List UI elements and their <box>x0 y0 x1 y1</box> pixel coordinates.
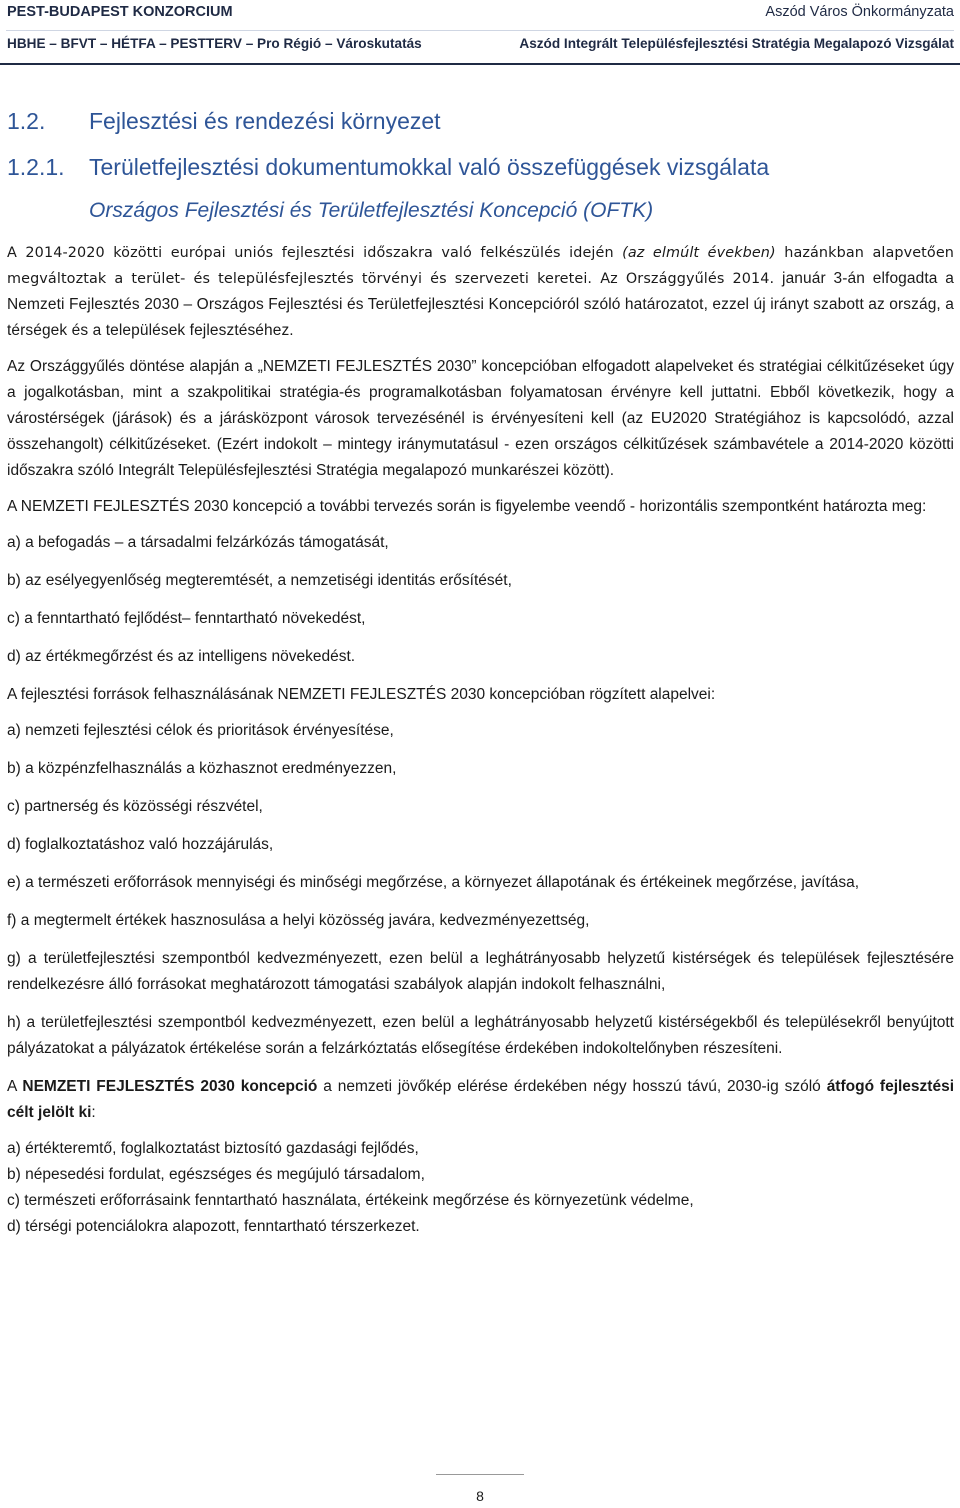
footer-rule <box>436 1474 524 1475</box>
list-item: a) a befogadás – a társadalmi felzárkózás támogatását, <box>7 534 389 551</box>
paragraph-goals <box>7 1074 954 1126</box>
list-item: c) a fenntartható fejlődést– fenntartható növekedést, <box>7 610 366 627</box>
list-item: c) partnerség és közösségi részvétel, <box>7 798 263 815</box>
subsection-heading <box>7 154 769 181</box>
list-item: c) természeti erőforrásaink fenntartható használata, értékeink megőrzése és környezetünk védelme, <box>7 1192 694 1209</box>
paragraph-decision: Az Országgyűlés döntése alapján a „NEMZETI FEJLESZTÉS 2030” koncepcióban elfogadott alapelveket és stratégiai célkitűzéseket úgy a jogalkotásban, mint a szakpolitikai stratégia-és programalkotásban folyamatosan érvényre kell juttatni. Ebből következik, hogy a várostérségek (járások) és a járásközpont városok tervezésénél is érvényesíteni kell (az EU2020 Stratégiához is kapcsolódó, azzal összehangolt) célkitűzéseket. (Ezért indokolt – mintegy iránymutatásul - ezen országos célkitűzések számbavétele a 2014-2020 közötti időszakra szóló Integrált Településfejlesztési Stratégia megalapozó munkarészei között). <box>7 358 954 479</box>
list-item: b) az esélyegyenlőség megteremtését, a nemzetiségi identitás erősítését, <box>7 572 512 589</box>
header-divider <box>6 30 954 31</box>
list-item: f) a megtermelt értékek hasznosulása a helyi közösség javára, kedvezményezettség, <box>7 912 590 929</box>
section-heading <box>7 108 441 135</box>
page-header <box>0 0 960 64</box>
list-item: d) foglalkoztatáshoz való hozzájárulás, <box>7 836 274 853</box>
page-number: 8 <box>476 1488 484 1504</box>
header-bottom-rule <box>0 63 960 65</box>
section-number: 1.2. <box>7 108 46 134</box>
header-org-name: PEST-BUDAPEST KONZORCIUM <box>7 4 233 20</box>
list-item: d) az értékmegőrzést és az intelligens növekedést. <box>7 648 356 665</box>
text-span: hazánkban alapvetően megváltoztak a terület- és településfejlesztés törvényi és szervezeti keretei. Az Országgyűlés 2014. <box>7 245 955 287</box>
text-span-bold: átfogó fejlesztési célt jelölt ki <box>7 1078 955 1121</box>
list-item: a) értékteremtő, foglalkoztatást biztosító gazdasági fejlődés, <box>7 1140 419 1157</box>
subsection-number: 1.2.1. <box>7 154 65 180</box>
subsubsection-heading: Országos Fejlesztési és Területfejlesztési Koncepció (OFTK) <box>89 199 654 222</box>
list-item: e) a természeti erőforrások mennyiségi és minőségi megőrzése, a környezet állapotának és értékeinek megőrzése, javítása, <box>7 874 860 891</box>
section-title: Fejlesztési és rendezési környezet <box>89 108 441 134</box>
list-item: b) népesedési fordulat, egészséges és megújuló társadalom, <box>7 1166 425 1183</box>
subsection-title: Területfejlesztési dokumentumokkal való összefüggések vizsgálata <box>89 154 770 180</box>
text-span: január 3-án elfogadta a Nemzeti Fejlesztés 2030 – Országos Fejlesztési és Területfejlesztési Koncepcióról szóló határozatot, ezzel új irányt szabott az ország, a térségek és a települések fejlesztéséhez. <box>7 270 954 339</box>
text-span: A 2014-2020 közötti európai uniós fejlesztési időszakra való felkészülés idején <box>7 245 623 261</box>
text-span-bold: NEMZETI FEJLESZTÉS 2030 koncepció <box>22 1078 318 1095</box>
text-span: A <box>7 1078 23 1095</box>
paragraph-horizontal: A NEMZETI FEJLESZTÉS 2030 koncepció a további tervezés során is figyelembe veendő - horizontális szempontként határozta meg: <box>7 498 927 515</box>
header-client: Aszód Város Önkormányzata <box>765 4 954 20</box>
paragraph-intro <box>7 240 954 344</box>
text-span: a nemzeti jövőkép elérése érdekében négy hosszú távú, 2030-ig szóló <box>317 1078 827 1095</box>
goals-list <box>7 1136 954 1240</box>
horizontal-criteria-list <box>7 530 954 670</box>
document-body <box>7 240 954 1240</box>
principles-list <box>7 718 954 1062</box>
list-item: d) térségi potenciálokra alapozott, fenntartható térszerkezet. <box>7 1218 420 1235</box>
header-members: HBHE – BFVT – HÉTFA – PESTTERV – Pro Régió – Városkutatás <box>7 36 422 51</box>
list-item: a) nemzeti fejlesztési célok és prioritások érvényesítése, <box>7 722 394 739</box>
text-span-italic: (az elmúlt években) <box>622 245 776 261</box>
header-doc-title: Aszód Integrált Településfejlesztési Stratégia Megalapozó Vizsgálat <box>519 36 954 51</box>
list-item: h) a területfejlesztési szempontból kedvezményezett, ezen belül a leghátrányosabb helyzetű kistérségekből és településekről benyújtott pályázatokat a pályázatok értékelése során a felzárkóztatás elősegítése érdekében indokoltelőnyben részesíteni. <box>7 1014 954 1057</box>
list-item: g) a területfejlesztési szempontból kedvezményezett, ezen belül a leghátrányosabb helyzetű kistérségek és települések fejlesztésére rendelkezésre álló forrásokat meghatározott támogatási szabályok alapján indokolt felhasználni, <box>7 950 954 993</box>
paragraph-principles: A fejlesztési források felhasználásának NEMZETI FEJLESZTÉS 2030 koncepcióban rögzített alapelvei: <box>7 686 716 703</box>
text-span: : <box>91 1104 96 1121</box>
list-item: b) a közpénzfelhasználás a közhasznot eredményezzen, <box>7 760 397 777</box>
